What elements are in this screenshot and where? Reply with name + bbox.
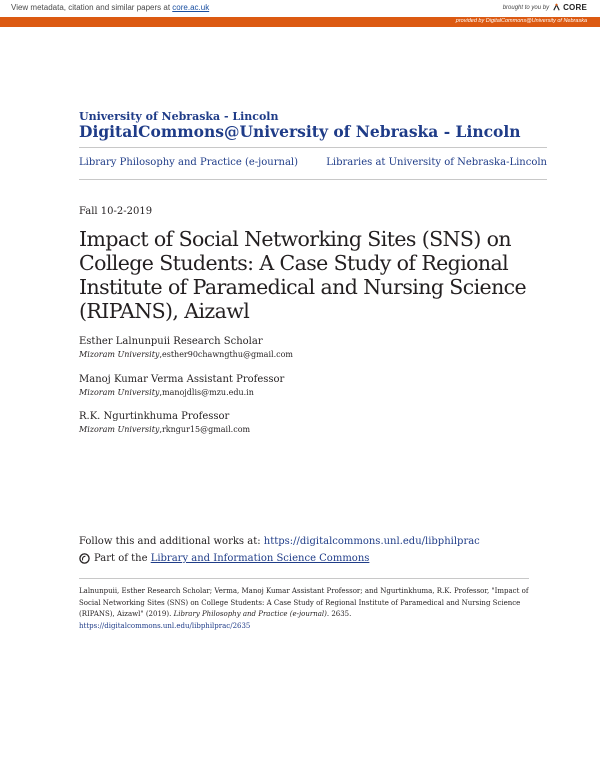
journal-link[interactable]: Library Philosophy and Practice (e-journal): [79, 157, 299, 168]
core-link[interactable]: core.ac.uk: [172, 3, 210, 12]
core-view-metadata: [11, 3, 209, 12]
author-name: Esther Lalnunpuii Research Scholar: [79, 336, 263, 347]
core-provided-by: provided by DigitalCommons@University of Nebraska: [455, 18, 587, 24]
citation-text: Lalnunpuii, Esther Research Scholar; Verma, Manoj Kumar Assistant Professor; and Ngurtinkhuma, R.K. Professor, "Impact of Social Networking Sites (SNS) on College Students: A Case Study of Regional Institute of Paramedical and Nursing Science (RIPANS), Aizawl" (2019).: [79, 587, 529, 618]
core-logo-text: CORE: [563, 3, 587, 12]
core-logo[interactable]: [552, 3, 587, 12]
core-logo-icon: [552, 3, 561, 12]
author-email: ,esther90chawngthu@gmail.com: [159, 350, 293, 359]
core-view-text: View metadata, citation and similar papers at: [11, 3, 173, 12]
core-brought-by: [503, 3, 587, 12]
citation-journal: Library Philosophy and Practice (e-journal): [173, 610, 327, 618]
publication-date: Fall 10-2-2019: [79, 206, 153, 217]
citation-number: . 2635.: [326, 610, 352, 618]
top-divider: [79, 147, 547, 148]
follow-link[interactable]: https://digitalcommons.unl.edu/libphilprac: [263, 536, 480, 547]
commons-link[interactable]: Library and Information Science Commons: [150, 553, 370, 564]
author-email: ,manojdlis@mzu.edu.in: [159, 388, 254, 397]
author-email: ,rkngur15@gmail.com: [159, 425, 251, 434]
commons-network-icon: [79, 553, 90, 564]
author-affiliation: [79, 388, 254, 397]
follow-works: [79, 536, 480, 547]
recommended-citation: [79, 586, 539, 632]
author-affiliation: [79, 425, 250, 434]
part-of: [79, 553, 369, 564]
footer-divider: [79, 578, 529, 579]
core-brought-by-text: brought to you by: [502, 4, 550, 11]
author-university: Mizoram University: [79, 425, 160, 434]
libraries-link[interactable]: Libraries at University of Nebraska-Lincoln: [326, 157, 547, 168]
author-affiliation: [79, 350, 293, 359]
author-university: Mizoram University: [79, 388, 160, 397]
author-name: R.K. Ngurtinkhuma Professor: [79, 411, 230, 422]
follow-text: Follow this and additional works at:: [79, 536, 264, 547]
core-provided-bar: [0, 17, 600, 27]
nav-divider: [79, 179, 547, 180]
article-title: Impact of Social Networking Sites (SNS) on College Students: A Case Study of Regional Institute of Paramedical and Nursing Science (RIPANS), Aizawl: [79, 227, 527, 323]
author-name: Manoj Kumar Verma Assistant Professor: [79, 374, 285, 385]
university-name[interactable]: University of Nebraska - Lincoln: [79, 110, 279, 123]
repository-name[interactable]: DigitalCommons@University of Nebraska - Lincoln: [79, 122, 521, 141]
part-of-text: Part of the: [94, 553, 151, 564]
citation-link[interactable]: https://digitalcommons.unl.edu/libphilprac/2635: [79, 621, 251, 630]
author-university: Mizoram University: [79, 350, 160, 359]
